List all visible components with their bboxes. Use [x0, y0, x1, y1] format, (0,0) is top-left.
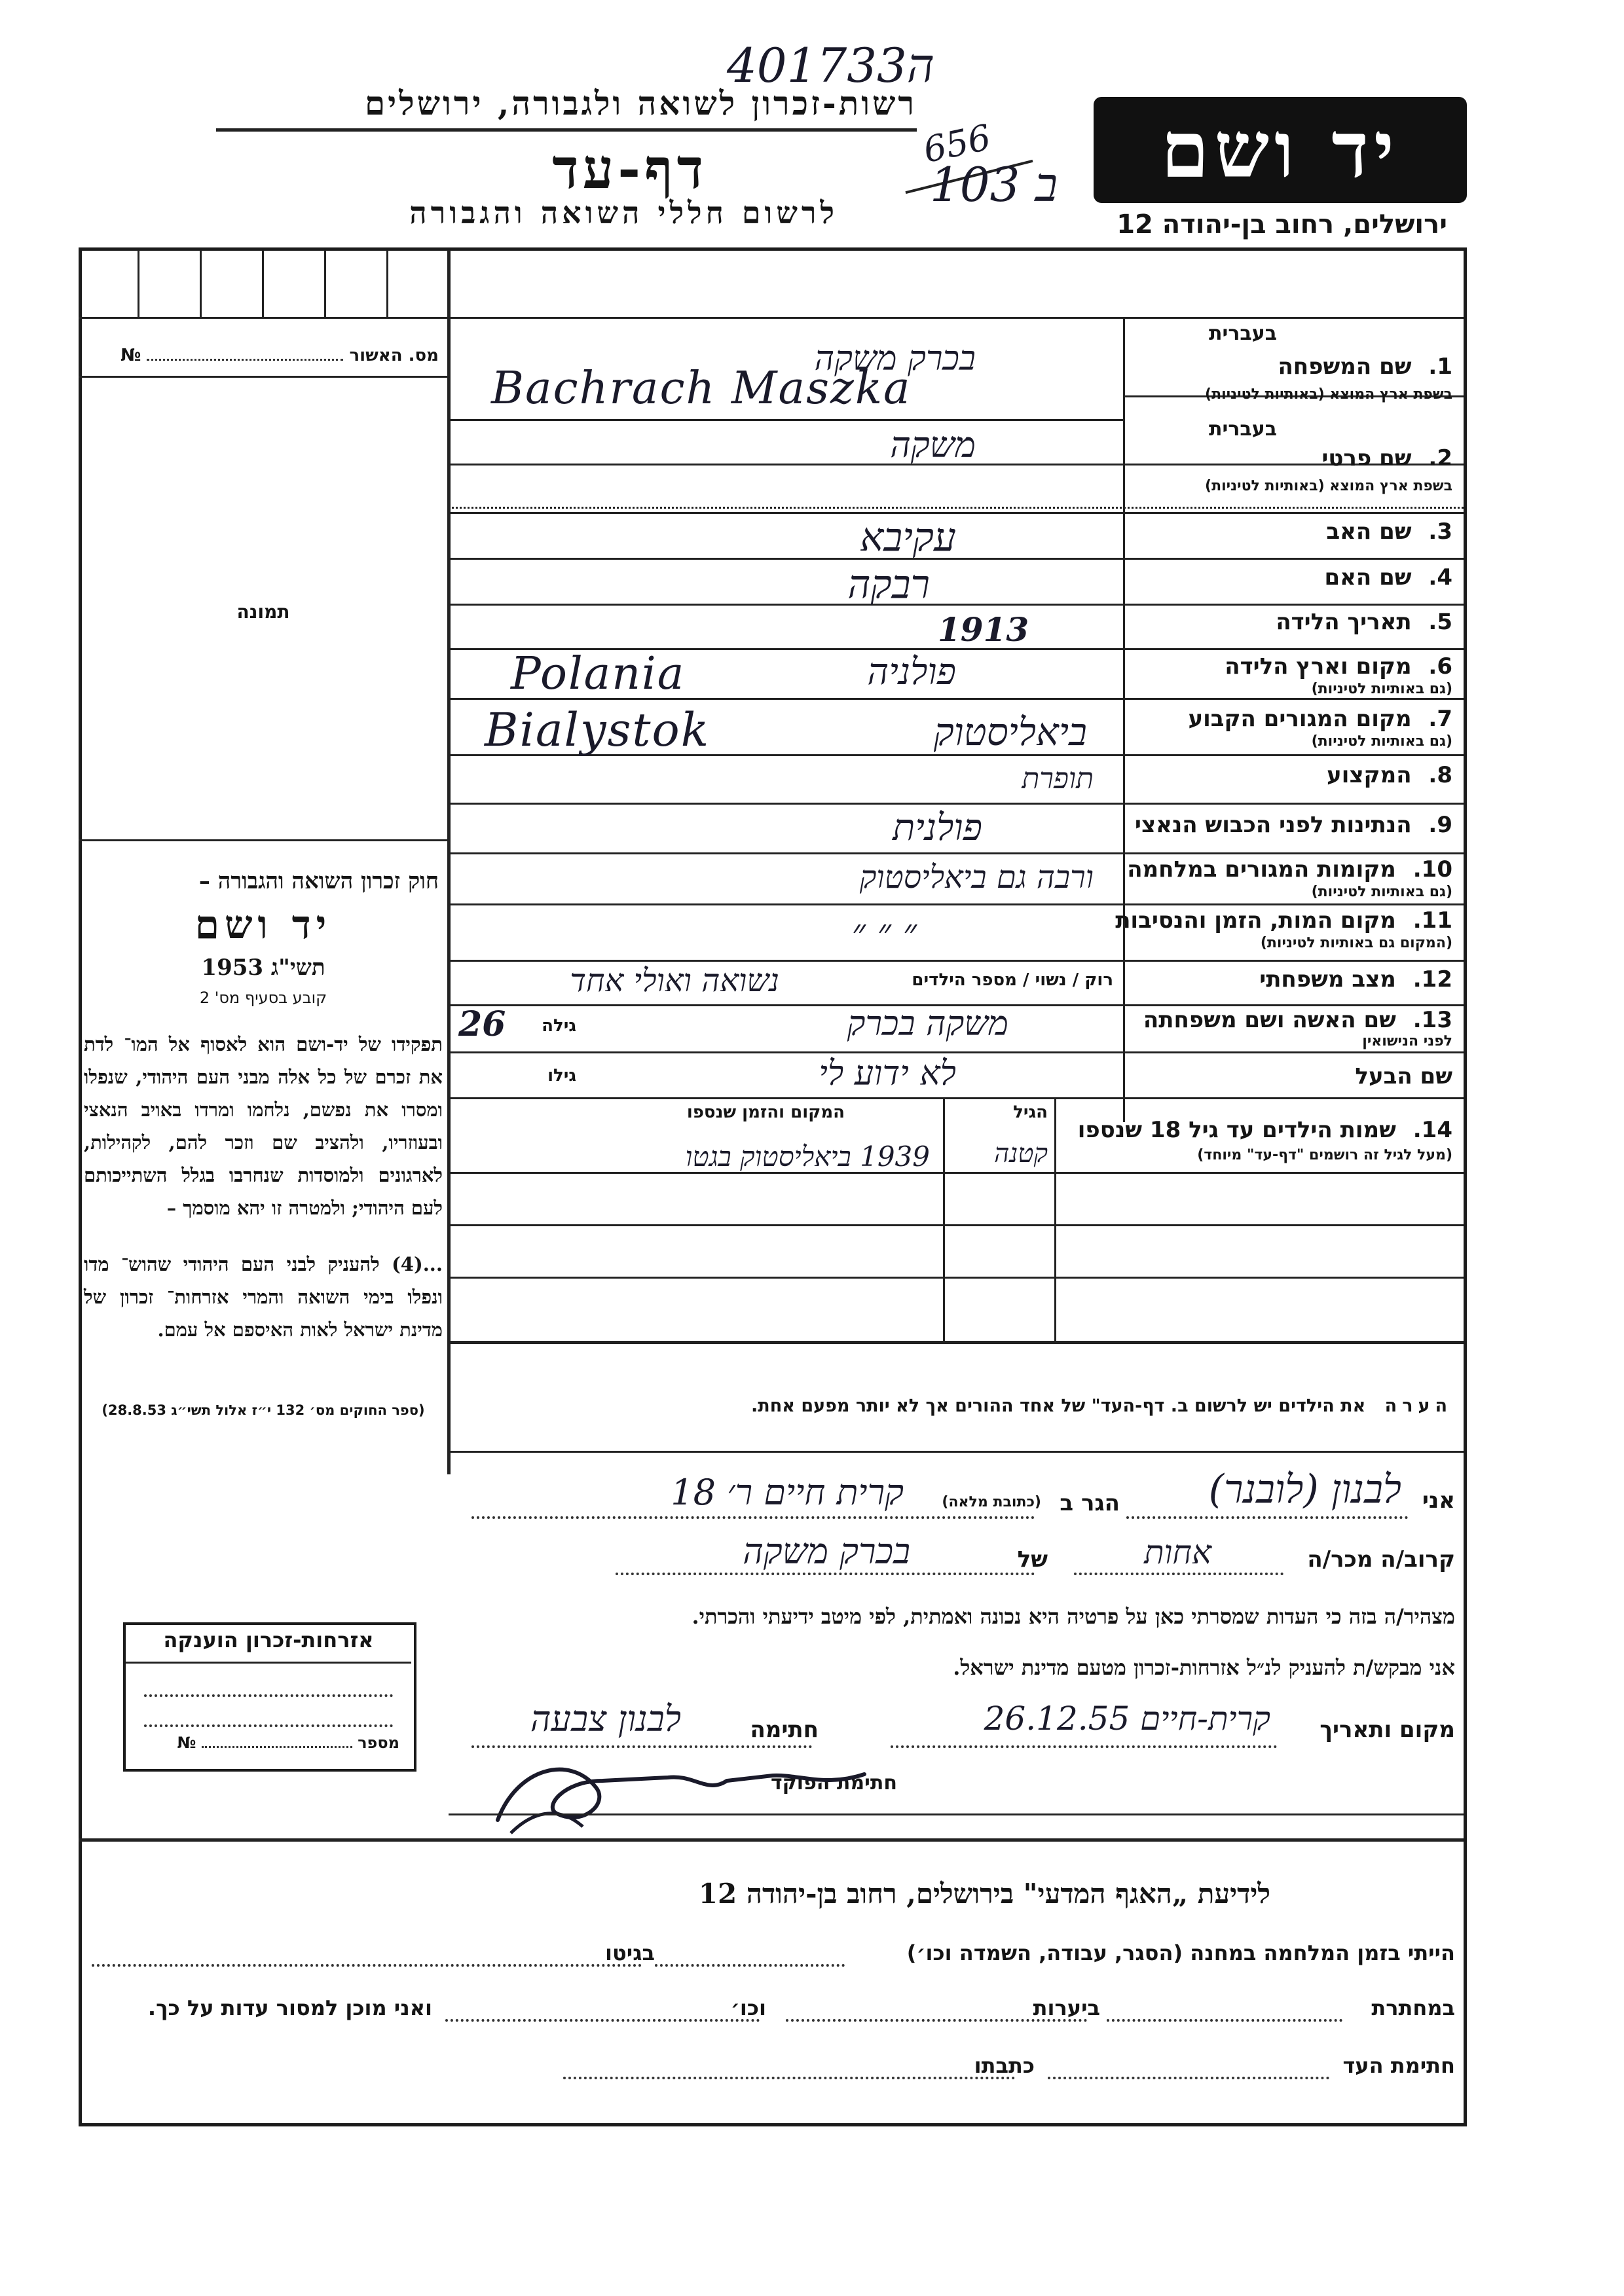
children-title: שמות הילדים עד גיל 18 שנספו — [1077, 1117, 1396, 1143]
row-sep-4 — [449, 558, 1464, 560]
decl-request: אני מבקש/ת להעניק לנ״ל אזרחות-זכרון מטעם מדינת ישראל. — [953, 1655, 1455, 1680]
field-12-num: 12. — [1412, 966, 1452, 993]
field-13-title: שם האשה ושם משפחתה — [1143, 1007, 1396, 1033]
children-note: (מעל לגיל זה רושמים "דף-עד" מיוחד) — [1197, 1147, 1452, 1163]
children-row-2 — [449, 1224, 1464, 1226]
footer-line2-b: ביערות — [1033, 1995, 1100, 2020]
field-6-num: 6. — [1428, 653, 1452, 680]
children-label — [1078, 1117, 1452, 1143]
field-1-value-hebrew[interactable]: בכרק משקה — [814, 339, 976, 378]
remark-bottom-line — [449, 1451, 1464, 1453]
field-1-hebrew-tag: בעברית — [1209, 322, 1277, 345]
decl-place-date-line — [891, 1745, 1277, 1748]
yad-vashem-logo — [1094, 97, 1467, 203]
decl-address-value[interactable]: קרית חיים ר׳ 18 — [671, 1472, 904, 1513]
officer-bottom-line — [449, 1813, 1464, 1815]
header-address: ירושלים, רחוב בן-יהודה 12 — [1116, 210, 1447, 240]
field-7-title: מקום המגורים הקבוע — [1188, 706, 1412, 732]
left-panel-border — [447, 250, 451, 1474]
field-9-value-hebrew[interactable]: פולנית — [893, 807, 982, 849]
decl-i-value[interactable]: לבנון (לובנר) — [1208, 1467, 1401, 1512]
children-col-age: הגיל — [1013, 1102, 1048, 1122]
footer-line1-dots-a — [655, 1964, 845, 1967]
decl-i-line — [1126, 1516, 1408, 1519]
photo-label: תמונה — [236, 601, 290, 623]
field-11-note: (המקום גם באותיות לטיניות) — [1260, 935, 1452, 951]
logo-text: יד ושם — [1160, 104, 1400, 195]
decl-resides-label: הגר ב — [1060, 1490, 1120, 1516]
field-1-num: 1. — [1428, 354, 1452, 380]
field-13-age-value[interactable]: 26 — [458, 1004, 506, 1044]
field-6-value-hebrew[interactable]: פולניה — [867, 651, 956, 693]
field-4-value-hebrew[interactable]: רבקה — [847, 562, 930, 608]
field-6-value-latin[interactable]: Polania — [511, 648, 686, 700]
row-sep-2b — [449, 507, 1464, 509]
strip-divider-1 — [138, 250, 139, 317]
field-10-num: 10. — [1412, 856, 1452, 883]
footer-line3-a: חתימת העד — [1342, 2053, 1455, 2078]
decl-i-label: אני — [1422, 1487, 1455, 1514]
top-strip-line — [79, 317, 1464, 319]
field-12-value[interactable]: נשואה ואולי אחד — [570, 962, 779, 999]
field-2-value-hebrew[interactable]: משקה — [890, 424, 976, 465]
field-6-label — [1225, 653, 1452, 680]
field-2-num: 2. — [1428, 445, 1452, 471]
certificate-number-label — [120, 346, 439, 365]
row-sep-11 — [449, 903, 1464, 905]
husband-age-label: גילו — [547, 1066, 576, 1085]
children-col-place: המקום והזמן שנספו — [686, 1102, 845, 1122]
child-1-age[interactable]: קטנה — [993, 1139, 1048, 1169]
field-7-note: (גם באותיות לטיניות) — [1311, 733, 1452, 750]
field-4-label — [1324, 564, 1452, 591]
decl-place-date-label: מקום ותאריך — [1320, 1717, 1455, 1743]
photo-area[interactable] — [81, 378, 445, 837]
field-7-value-hebrew[interactable]: ביאליסטוק — [933, 710, 1087, 754]
field-8-label — [1327, 762, 1452, 788]
row-sep-10 — [449, 852, 1464, 854]
footer-line3-b: כתבתו — [974, 2053, 1035, 2078]
row-sep-12 — [449, 960, 1464, 962]
decl-address-note: (כתובת מלאה) — [942, 1494, 1041, 1510]
law-text-clause-4: ...(4) להעניק לבני העם היהודי שהוש־ מדו ונפלו בימי השואה והמרי אזרחות־ זכרון של מדינת ישראל לאות האיספם אל עמם. — [84, 1253, 443, 1341]
decl-signature-value[interactable]: לבנון צבעה — [530, 1698, 681, 1740]
citizenship-number — [177, 1734, 399, 1752]
field-8-value-hebrew[interactable]: תופרת — [1022, 762, 1094, 795]
footer-line2-d: ואני מוכן למסור עדות על כך. — [147, 1995, 432, 2020]
field-10-label — [1127, 856, 1452, 883]
field-4-title: שם האם — [1324, 564, 1412, 591]
field-5-label — [1276, 609, 1452, 635]
field-1-label — [1278, 354, 1452, 380]
field-12-title: מצב משפחתי — [1259, 966, 1396, 993]
field-3-label — [1326, 519, 1452, 545]
remark-text: את הילדים יש לרשום ב. דף-העד" של אחד ההורים אך לא יותר מפעם אחת. — [751, 1396, 1366, 1416]
remark — [751, 1396, 1452, 1416]
children-row-3 — [449, 1277, 1464, 1279]
child-1-place[interactable]: 1939 ביאליסטוק בגטו — [685, 1140, 930, 1173]
law-title: חוק זכרון השואה והגבורה – — [198, 868, 439, 894]
strip-divider-5 — [386, 250, 388, 317]
decl-signature-label: חתימה — [750, 1717, 819, 1743]
decl-relative-label: קרוב/ה מכר/ה — [1307, 1546, 1455, 1573]
decl-relative-value[interactable]: אחות — [1144, 1533, 1211, 1571]
field-1-note: בשפת ארץ המוצא (באותיות לטיניות) — [1205, 386, 1452, 403]
footer-line1-dots-b — [92, 1964, 642, 1967]
field-9-num: 9. — [1428, 812, 1452, 838]
law-name: יד ושם — [194, 902, 332, 948]
husband-label: שם הבעל — [1355, 1063, 1452, 1089]
field-7-label — [1188, 706, 1452, 732]
field-12-inline-label: רוק / נשוי / מספר הילדים — [912, 970, 1113, 990]
decl-of-label: של — [1017, 1546, 1048, 1573]
decl-officer-label: חתימת הפוקד — [771, 1772, 897, 1795]
footer-line1-a: הייתי בזמן המלחמה במחנה (הסגר, עבודה, השמדה וכו׳) — [906, 1941, 1455, 1965]
row-sep-15 — [449, 1097, 1464, 1099]
field-11-title: מקום המות, הזמן והנסיבות — [1115, 907, 1396, 934]
field-8-title: המקצוע — [1327, 762, 1412, 788]
field-9-label — [1135, 812, 1452, 838]
field-7-value-latin[interactable]: Bialystok — [485, 703, 710, 757]
field-13-num: 13. — [1412, 1007, 1452, 1033]
citizenship-title: אזרחות-זכרון הוענקה — [163, 1628, 374, 1652]
certificate-number-field[interactable] — [147, 359, 343, 361]
strip-divider-4 — [324, 250, 326, 317]
field-13-value[interactable]: משקה בכרק — [847, 1004, 1008, 1044]
law-source: (ספר החוקים מס׳ 132 י״ז אלול תשי״ג 28.8.53) — [101, 1402, 425, 1418]
handwritten-ref-top: 656 — [919, 116, 995, 172]
field-1-title: שם המשפחה — [1278, 354, 1412, 380]
row-sep-9 — [449, 803, 1464, 805]
decl-place-date-value[interactable]: קרית-חיים 26.12.55 — [984, 1700, 1270, 1738]
field-1-value-latin[interactable]: Bachrach Maszka — [491, 363, 912, 414]
field-9-title: הנתינות לפני הכבוש הנאצי — [1134, 812, 1412, 838]
row-sep-1b — [449, 419, 1123, 421]
field-13-age-label: גילה — [542, 1016, 576, 1036]
handwritten-ref-bottom: 103 ב — [930, 157, 1058, 212]
law-year: תשי"ג 1953 — [201, 955, 325, 981]
decl-of-line — [616, 1573, 1035, 1575]
field-2-title: שם פרטי — [1321, 445, 1412, 471]
form-subtitle: לרשום חללי השואה והגבורה — [409, 195, 838, 230]
children-col-div-1 — [943, 1097, 945, 1341]
footer-line2-dots-b — [786, 2019, 1087, 2022]
field-11-label — [1115, 907, 1452, 934]
authority-name: רשות-זכרון לשואה ולגבורה, ירושלים — [364, 84, 917, 122]
field-3-title: שם האב — [1326, 519, 1412, 545]
footer-line2-a: במחתרת — [1371, 1995, 1455, 2020]
strip-divider-2 — [200, 250, 202, 317]
number-sign: № — [120, 346, 141, 365]
children-row-1 — [449, 1172, 1464, 1174]
row-sep-14 — [449, 1051, 1464, 1053]
field-5-num: 5. — [1428, 609, 1452, 635]
field-8-num: 8. — [1428, 762, 1452, 788]
citizenship-line-3 — [144, 1724, 393, 1727]
form-title: דף-עד — [552, 136, 707, 201]
footer-line3-dots-b — [563, 2077, 1015, 2079]
children-num: 14. — [1412, 1117, 1452, 1143]
field-10-value-hebrew[interactable]: ורבה גם ביאליסטוק — [859, 859, 1094, 896]
footer-line3-dots-a — [1048, 2077, 1329, 2079]
handwritten-record-number: ה401733 — [727, 38, 935, 93]
field-3-value-hebrew[interactable]: עקיבא — [860, 515, 956, 560]
row-sep-3 — [449, 512, 1464, 514]
label-column-border — [1123, 317, 1125, 1122]
field-11-value[interactable]: ״ ״ ״ — [851, 911, 917, 954]
field-10-note: (גם באותיות לטיניות) — [1311, 884, 1452, 900]
footer-line1-b: בגיטו — [605, 1941, 655, 1965]
decl-statement: מצהיר/ה בזה כי העדות שמסרתי כאן על פרטיה היא נכונה ואמתית, לפי מיטב ידיעתי והכרתי. — [692, 1604, 1455, 1629]
decl-address-line — [471, 1516, 1035, 1519]
field-5-value[interactable]: 1913 — [938, 610, 1029, 649]
citizenship-line-2 — [144, 1694, 393, 1697]
footer-line2-dots-a — [1107, 2019, 1342, 2022]
footer-line2-dots-c — [445, 2019, 760, 2022]
strip-divider-3 — [262, 250, 264, 317]
certificate-label-text: מס. האשור — [349, 346, 439, 365]
field-3-num: 3. — [1428, 519, 1452, 545]
field-6-title: מקום וארץ הלידה — [1225, 653, 1412, 680]
field-2-note: בשפת ארץ המוצא (באותיות לטיניות) — [1205, 478, 1452, 494]
header-underline — [216, 128, 917, 132]
footer-line2-c: וכו׳ — [730, 1995, 766, 2020]
field-12-label — [1259, 966, 1452, 993]
citizenship-number-label: מספר — [358, 1734, 399, 1752]
citizenship-number-field[interactable] — [202, 1746, 352, 1748]
certificate-underline — [79, 376, 449, 378]
photo-bottom-line — [79, 839, 449, 841]
decl-of-value[interactable]: בכרק משקה — [743, 1531, 910, 1572]
husband-value[interactable]: לא ידוע לי — [819, 1054, 956, 1093]
field-13-label — [1143, 1007, 1452, 1033]
field-2-hebrew-tag: בעברית — [1209, 418, 1277, 441]
field-13-note: לפני הנישואין — [1362, 1033, 1452, 1049]
citizenship-line-1 — [126, 1662, 411, 1664]
law-clause: קובע בסעיף מס' 2 — [199, 989, 327, 1007]
field-11-num: 11. — [1412, 907, 1452, 934]
field-5-title: תאריך הלידה — [1276, 609, 1412, 635]
law-text-main: תפקידו של יד-ושם הוא לאסוף אל המו־ לדת את זכרם של כל אלה מבני העם היהודי, שנפלו ומסרו את נפשם, נלחמו ומרדו באויב הנאצי ובעוזריו, ולהציב שם וזכר להם, לקהילות, לארגונים ולמוסדות שנחרבו בגלל השתייכותם לעם היהודי; ולמטרה זו יהא מוסמך – — [84, 1033, 443, 1219]
field-10-title: מקומות המגורים במלחמה — [1127, 856, 1396, 883]
field-4-num: 4. — [1428, 564, 1452, 591]
field-6-note: (גם באותיות לטיניות) — [1311, 681, 1452, 697]
children-col-div-2 — [1054, 1097, 1056, 1341]
officer-signature — [471, 1741, 891, 1840]
row-sep-5 — [449, 604, 1464, 606]
decl-relative-line — [1074, 1573, 1283, 1575]
citizenship-number-sign: № — [177, 1734, 196, 1752]
field-2-label — [1321, 445, 1452, 471]
children-bottom — [449, 1341, 1464, 1344]
footer-divider — [79, 1838, 1464, 1842]
footer-title: לידיעת „האגף המדעי" בירושלים, רחוב בן-יהודה 12 — [698, 1878, 1270, 1910]
remark-label: הערה — [1384, 1396, 1452, 1416]
field-7-num: 7. — [1428, 706, 1452, 732]
